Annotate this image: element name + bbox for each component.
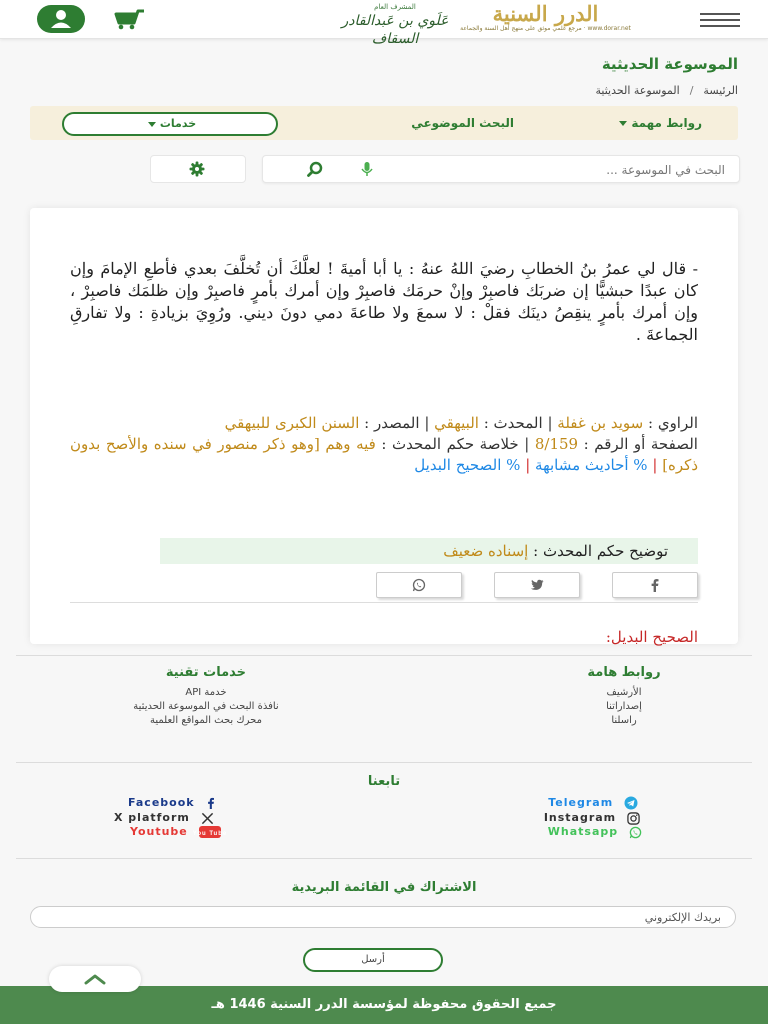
top-bar (0, 0, 768, 47)
newsletter-send-button[interactable]: أرسل (303, 948, 443, 972)
chevron-down-icon (619, 121, 627, 126)
facebook-link[interactable]: Facebook (128, 796, 217, 809)
separator: | (547, 414, 553, 432)
separator: | (525, 456, 531, 474)
separator: | (424, 414, 430, 432)
footer-important-links (544, 665, 704, 728)
twitter-icon (530, 578, 544, 592)
supervisor-name: عَلَوي بن عَبدالقادر السقاف (341, 13, 449, 47)
alternative-sahih-heading: الصحيح البديل: (605, 628, 698, 646)
youtube-link[interactable]: Youtube You Tube (130, 825, 227, 838)
gear-icon (189, 161, 205, 177)
similar-hadiths-link[interactable]: % أحاديث مشابهة (535, 456, 648, 474)
supervisor-block (330, 2, 460, 48)
ruling-value: فيه وهم [وهو ذكر منصور في سنده والأصح بدون ذكره] (70, 435, 698, 474)
topic-search-link[interactable]: البحث الموضوعي (411, 116, 514, 130)
chevron-down-icon (148, 122, 156, 127)
separator: | (524, 435, 530, 453)
divider (16, 762, 752, 763)
narrator-value[interactable]: سويد بن غفلة (557, 414, 644, 432)
user-icon[interactable] (36, 4, 86, 34)
share-buttons (70, 572, 698, 603)
ruling-explanation (160, 538, 698, 564)
instagram-icon (627, 812, 640, 825)
copyright-bar: جميع الحقوق محفوظة لمؤسسة الدرر السنية 1446 هـ (0, 986, 768, 1024)
newsletter-title: الاشتراك في القائمة البريدية (291, 880, 477, 895)
footer-tech-title: خدمات تقنية (165, 665, 247, 680)
link-marker-icon: % (633, 456, 648, 474)
breadcrumb (596, 84, 738, 97)
page-title: الموسوعة الحديثية (601, 55, 738, 73)
separator: | (652, 456, 658, 474)
microphone-icon[interactable] (359, 161, 375, 177)
page-label: الصفحة أو الرقم : (583, 435, 698, 453)
search-settings-button[interactable] (150, 155, 246, 183)
narrator-label: الراوي : (648, 414, 698, 432)
newsletter-email-input[interactable] (30, 906, 736, 928)
divider (16, 655, 752, 656)
whatsapp-link[interactable]: Whatsapp (548, 825, 642, 839)
breadcrumb-separator: / (689, 84, 694, 97)
hadith-text: - قال لي عمرُ بنُ الخطابِ رضيَ اللهُ عنهُ : يا أبا أميةَ ! لعلَّكَ أن تُخلَّفَ بعدي فأطعِ الإمامَ وإن كان عبدًا حبشيًّا إن ضربَك فاصبِرْ وإنْ حرمَك فاصبِرْ وإن أمرك بأمرٍ فاصبِرْ وإن ظلمَك فاصبِرْ ، وإن أمرك بأمرٍ ينقِصُ دينَك فقلْ : لا سمعَ ولا طاعةَ دمي دونَ ديني. ورُوِيَ بزيادةِ : ولا تفارقِ الجماعةَ . (70, 259, 698, 344)
x-icon (201, 812, 214, 825)
ruling-label: خلاصة حكم المحدث : (381, 435, 519, 453)
chevron-up-icon (83, 972, 107, 986)
footer-link-search-engine[interactable]: محرك بحث المواقع العلمية (150, 715, 262, 726)
breadcrumb-current[interactable]: الموسوعة الحديثية (595, 84, 680, 97)
whatsapp-icon (629, 826, 642, 839)
footer-link-api[interactable]: خدمة API (185, 687, 227, 698)
hadith-card (30, 208, 738, 644)
explain-value: إسناده ضعيف (443, 542, 529, 560)
explain-label: توضيح حكم المحدث : (533, 542, 668, 560)
whatsapp-icon (412, 578, 426, 592)
logo-tagline: www.dorar.net · مرجع علمي موثق على منهج أهل السنة والجماعة (460, 25, 631, 32)
cart-icon[interactable] (112, 8, 146, 30)
share-whatsapp-button[interactable] (376, 572, 462, 598)
telegram-icon (624, 796, 638, 810)
footer-link-search-window[interactable]: نافذة البحث في الموسوعة الحديثية (133, 701, 279, 712)
page-value: 8/159 (534, 435, 579, 453)
link-marker-icon: % (506, 456, 521, 474)
breadcrumb-home[interactable]: الرئيسة (703, 84, 738, 97)
alternative-sahih-link[interactable]: % الصحيح البديل (414, 456, 521, 474)
footer-links-title: روابط هامة (587, 665, 661, 680)
logo-text: الدرر السنية (492, 1, 599, 26)
share-twitter-button[interactable] (494, 572, 580, 598)
youtube-icon (192, 825, 227, 839)
source-label: المصدر : (364, 414, 420, 432)
youtube-badge-text: You Tube (192, 831, 227, 837)
x-platform-link[interactable]: X platform (114, 811, 214, 825)
nav-bar (30, 106, 738, 140)
search-icon[interactable] (307, 161, 323, 177)
supervisor-label: المشرف العام (374, 3, 416, 11)
follow-us-title: تابعنا (367, 774, 401, 789)
footer-link-publications[interactable]: إصداراتنا (606, 701, 642, 712)
search-bar (262, 155, 740, 183)
footer-link-archive[interactable]: الأرشيف (606, 687, 642, 698)
important-links-menu[interactable]: روابط مهمة (615, 116, 702, 130)
muhaddith-label: المحدث : (483, 414, 543, 432)
telegram-link[interactable]: Telegram (548, 796, 638, 810)
divider (16, 858, 752, 859)
instagram-link[interactable]: Instagram (544, 811, 640, 825)
menu-icon[interactable] (700, 9, 740, 31)
source-value[interactable]: السنن الكبرى للبيهقي (224, 414, 360, 432)
facebook-icon (205, 797, 217, 809)
share-facebook-button[interactable] (612, 572, 698, 598)
search-input[interactable] (473, 156, 727, 184)
hadith-metadata (70, 413, 698, 476)
site-logo[interactable] (443, 3, 648, 35)
facebook-icon (648, 578, 662, 592)
muhaddith-value[interactable]: البيهقي (434, 414, 479, 432)
footer-tech-services (56, 665, 356, 728)
footer-link-contact[interactable]: راسلنا (611, 715, 637, 726)
services-button[interactable]: خدمات (62, 112, 278, 136)
scroll-to-top-button[interactable] (49, 966, 141, 992)
